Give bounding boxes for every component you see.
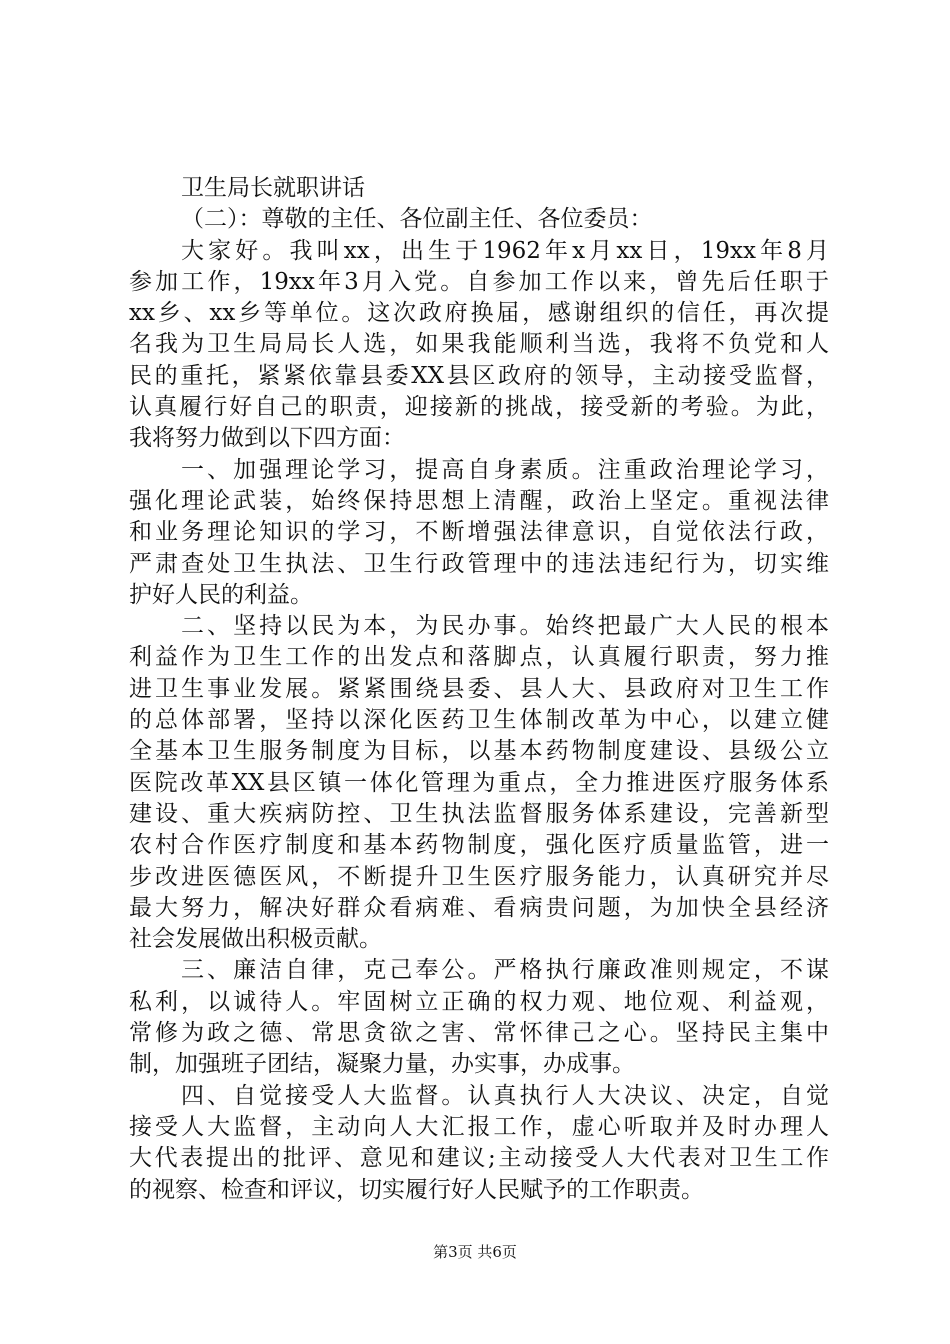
paragraph-point-4: [129, 1081, 829, 1206]
paragraph-point-3: [129, 955, 829, 1080]
document-title: 卫生局长就职讲话: [181, 175, 365, 201]
paragraph-line: 利益作为卫生工作的出发点和落脚点，认真履行职责，努力推: [129, 644, 829, 671]
paragraph-line: 四、自觉接受人大监督。认真执行人大决议、决定，自觉: [181, 1082, 829, 1109]
paragraph-point-2: [129, 611, 829, 955]
paragraph-point-1: [129, 455, 829, 611]
paragraph-line: 建设、重大疾病防控、卫生执法监督服务体系建设，完善新型: [129, 800, 829, 827]
paragraph-line: 护好人民的利益。: [129, 581, 313, 608]
paragraph-line: 严肃查处卫生执法、卫生行政管理中的违法违纪行为，切实维: [129, 550, 829, 577]
paragraph-line: 的总体部署，坚持以深化医药卫生体制改革为中心，以建立健: [129, 707, 829, 734]
paragraph-line: 我将努力做到以下四方面：: [129, 425, 405, 452]
paragraph-line: 强化理论武装，始终保持思想上清醒，政治上坚定。重视法律: [129, 487, 829, 514]
paragraph-line: 和业务理论知识的学习，不断增强法律意识，自觉依法行政，: [129, 519, 829, 546]
paragraph-line: 进卫生事业发展。紧紧围绕县委、县人大、县政府对卫生工作: [129, 675, 829, 702]
paragraph-line: 二、坚持以民为本，为民办事。始终把最广大人民的根本: [181, 613, 829, 640]
paragraph-line: 步改进医德医风，不断提升卫生医疗服务能力，认真研究并尽: [129, 863, 829, 890]
paragraph-line: 全基本卫生服务制度为目标，以基本药物制度建设、县级公立: [129, 738, 829, 765]
paragraph-line: 社会发展做出积极贡献。: [129, 926, 382, 953]
paragraph-line: 的视察、检查和评议，切实履行好人民赋予的工作职责。: [129, 1176, 704, 1203]
document-body: [129, 173, 829, 1206]
paragraph-line: 大家好。我叫xx，出生于1962年x月xx日，19xx年8月: [181, 237, 829, 264]
paragraph-line: 接受人大监督，主动向人大汇报工作，虚心听取并及时办理人: [129, 1113, 829, 1140]
paragraph-line: xx乡、xx乡等单位。这次政府换届，感谢组织的信任，再次提: [129, 300, 829, 327]
paragraph-line: 名我为卫生局局长人选，如果我能顺利当选，我将不负党和人: [129, 331, 829, 358]
paragraph-line: 农村合作医疗制度和基本药物制度，强化医疗质量监管，进一: [129, 832, 829, 859]
paragraph-line: 三、廉洁自律，克己奉公。严格执行廉政准则规定，不谋: [181, 957, 829, 984]
paragraph-intro: [129, 236, 829, 455]
paragraph-line: 参加工作，19xx年3月入党。自参加工作以来，曾先后任职于: [129, 268, 829, 295]
paragraph-line: 大代表提出的批评、意见和建议;主动接受人大代表对卫生工作: [129, 1145, 829, 1172]
paragraph-line: 医院改革XX县区镇一体化管理为重点，全力推进医疗服务体系: [129, 769, 829, 796]
salutation: （二）：尊敬的主任、各位副主任、各位委员：: [181, 206, 653, 233]
paragraph-line: 制，加强班子团结，凝聚力量，办实事，办成事。: [129, 1051, 635, 1078]
paragraph-line: 一、加强理论学习，提高自身素质。注重政治理论学习，: [181, 456, 829, 483]
page-number-footer: 第3页 共6页: [433, 1243, 517, 1261]
paragraph-line: 最大努力，解决好群众看病难、看病贵问题，为加快全县经济: [129, 894, 829, 921]
paragraph-line: 私利，以诚待人。牢固树立正确的权力观、地位观、利益观，: [129, 988, 829, 1015]
paragraph-line: 认真履行好自己的职责，迎接新的挑战，接受新的考验。为此，: [129, 394, 829, 421]
paragraph-line: 常修为政之德、常思贪欲之害、常怀律己之心。坚持民主集中: [129, 1020, 829, 1047]
paragraph-line: 民的重托，紧紧依靠县委XX县区政府的领导，主动接受监督，: [129, 362, 829, 389]
